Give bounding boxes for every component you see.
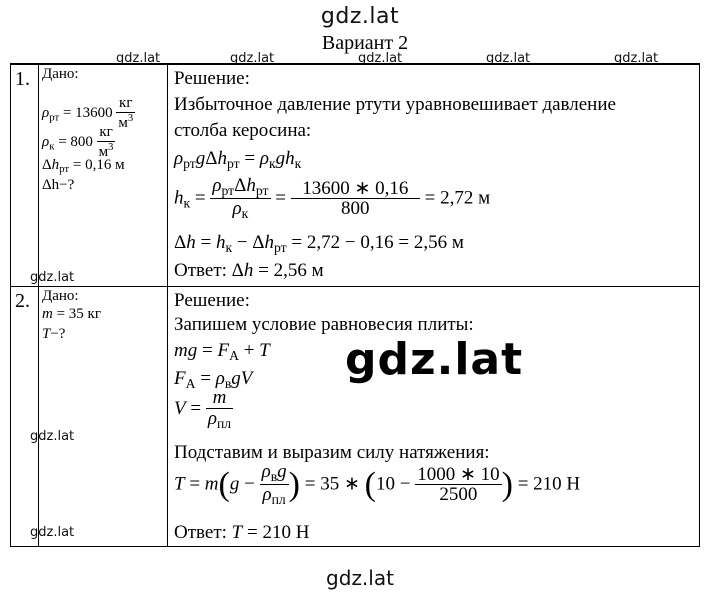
watermark: gdz.lat [358, 51, 403, 66]
solution-text: Избыточное давление ртути уравновешивает давление [174, 94, 616, 115]
solution-text: Подставим и выразим силу натяжения: [174, 442, 490, 463]
answer: Ответ: Δh = 2,56 м [174, 260, 324, 281]
watermark: gdz.lat [614, 51, 659, 66]
watermark: gdz.lat [30, 270, 75, 285]
formula: V = $\frac{m}{\rho_{пл}}$ [174, 387, 232, 432]
problem-number: 1. [15, 68, 30, 90]
cell-number-1 [10, 64, 39, 287]
solution-label: Решение: [174, 68, 250, 89]
watermark-large: gdz.lat [345, 334, 524, 385]
problem-number: 2. [15, 290, 30, 312]
solution-text: столба керосина: [174, 120, 312, 141]
given-line: T−? [42, 326, 66, 342]
solution-label: Решение: [174, 290, 250, 311]
watermark: gdz.lat [230, 51, 275, 66]
cell-number-2 [10, 286, 39, 547]
given-line: $\Delta h_{рт} = 0,16$ м [42, 157, 125, 176]
formula: $\rho_{рт}g\Delta h_{рт} = \rho_кgh_к$ [174, 148, 302, 172]
formula: mg = $F_А + T$ [174, 340, 270, 364]
given-label: Дано: [42, 66, 79, 82]
answer: Ответ: T = 210 Н [174, 522, 310, 543]
given-line: m = 35 кг [42, 306, 101, 322]
solution-text: Запишем условие равновесия плиты: [174, 314, 474, 335]
watermark: gdz.lat [30, 525, 75, 540]
watermark-bottom: gdz.lat [326, 566, 394, 590]
given-line: Δh−? [42, 177, 75, 193]
variant-title: Вариант 2 [321, 32, 409, 54]
watermark-top: gdz.lat [320, 4, 400, 29]
watermark: gdz.lat [116, 51, 161, 66]
formula: T = m(g − $\frac{\rho_вg}{\rho_{пл}}$ ) = 35 ∗ (10 − $\frac{1000 ∗ 10}{2500}$ ) = 210 Н [174, 461, 581, 508]
formula: $\Delta h = h_к - \Delta h_{рт} = 2,72 - 0,16 = 2,56$ м [174, 232, 464, 256]
watermark: gdz.lat [30, 429, 75, 444]
formula: $F_А = \rho_вgV$ [174, 368, 253, 392]
given-line: $\rho_{рт} = 13600$ $\frac{кг}{м^3}$ [42, 95, 134, 131]
watermark: gdz.lat [486, 51, 531, 66]
given-label: Дано: [42, 288, 79, 304]
formula: $h_к$ = $\frac{\rho_{рт}\Delta h_{рт}}{\rho_к}$ = $\frac{13600 ∗ 0,16}{800}$ = 2,72 м [174, 175, 491, 222]
given-line: $\rho_к = 800$ $\frac{кг}{м^3}$ [42, 124, 114, 160]
